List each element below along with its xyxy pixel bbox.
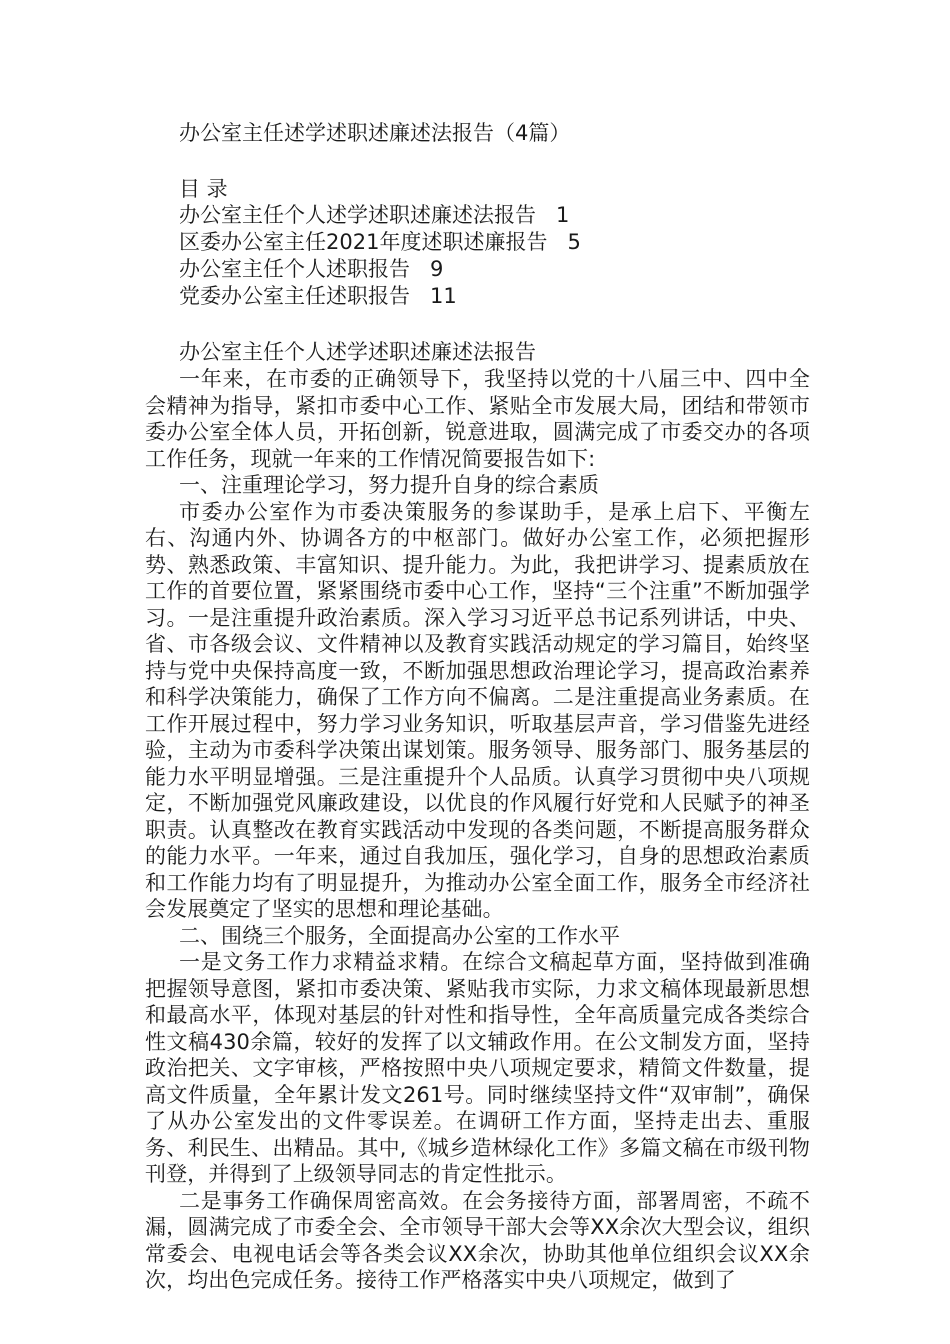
toc-item: [179, 229, 810, 256]
toc-item-label: 办公室主任个人述职报告: [179, 257, 410, 281]
subsection-heading: 一、注重理论学习，努力提升自身的综合素质: [179, 473, 599, 497]
toc-item-label: 区委办公室主任2021年度述职述廉报告: [179, 230, 548, 254]
toc-item-page: 9: [430, 257, 444, 281]
subsection-heading: 二、围绕三个服务，全面提高办公室的工作水平: [179, 923, 620, 948]
toc-item-label: 办公室主任个人述学述职述廉述法报告: [179, 203, 536, 227]
document-page: [145, 118, 810, 1294]
toc-item: [179, 283, 810, 310]
toc-item: [179, 202, 810, 229]
section-title: 办公室主任个人述学述职述廉述法报告: [179, 340, 536, 364]
toc-item-page: 1: [556, 203, 570, 227]
toc-heading: 目 录: [179, 177, 228, 201]
toc-item-label: 党委办公室主任述职报告: [179, 284, 410, 308]
document-title: 办公室主任述学述职述廉述法报告（4篇）: [179, 121, 571, 145]
body-paragraph: 一是文务工作力求精益求精。在综合文稿起草方面，坚持做到准确把握领导意图，紧扣市委决策、紧贴我市实际，力求文稿体现最新思想和最高水平，体现对基层的针对性和指导性，全年高质量完成各类综合性文稿430余篇，较好的发挥了以文辅政作用。在公文制发方面，坚持政治把关、文字审核，严格按照中央八项规定要求，精简文件数量，提高文件质量，全年累计发文261号。同时继续坚持文件“双审制”，确保了从办公室发出的文件零误差。在调研工作方面，坚持走出去、重服务、利民生、出精品。其中,《城乡造林绿化工作》多篇文稿在市级刊物刊登，并得到了上级领导同志的肯定性批示。: [145, 950, 810, 1186]
toc-item-page: 5: [567, 230, 581, 254]
body-paragraph: 二是事务工作确保周密高效。在会务接待方面，部署周密，不疏不漏，圆满完成了市委全会、全市领导干部大会等XX余次大型会议，组织常委会、电视电话会等各类会议XX余次，协助其他单位组织会议XX余次，均出色完成任务。接待工作严格落实中央八项规定，做到了: [145, 1188, 810, 1292]
toc-item-page: 11: [430, 284, 457, 308]
table-of-contents: [145, 176, 810, 310]
body-paragraph: 市委办公室作为市委决策服务的参谋助手，是承上启下、平衡左右、沟通内外、协调各方的中枢部门。做好办公室工作，必须把握形势、熟悉政策、丰富知识、提升能力。为此，我把讲学习、提素质放在工作的首要位置，紧紧围绕市委中心工作，坚持“三个注重”不断加强学习。一是注重提升政治素质。深入学习习近平总书记系列讲话，中央、省、市各级会议、文件精神以及教育实践活动规定的学习篇目，始终坚持与党中央保持高度一致，不断加强思想政治理论学习，提高政治素养和科学决策能力，确保了工作方向不偏离。二是注重提高业务素质。在工作开展过程中，努力学习业务知识，听取基层声音，学习借鉴先进经验，主动为市委科学决策出谋划策。服务领导、服务部门、服务基层的能力水平明显增强。三是注重提升个人品质。认真学习贯彻中央八项规定，不断加强党风廉政建设，以优良的作风履行好党和人民赋予的神圣职责。认真整改在教育实践活动中发现的各类问题，不断提高服务群众的能力水平。一年来，通过自我加压，强化学习，自身的思想政治素质和工作能力均有了明显提升，为推动办公室全面工作，服务全市经济社会发展奠定了坚实的思想和理论基础。: [145, 499, 810, 921]
body-paragraph: 一年来，在市委的正确领导下，我坚持以党的十八届三中、四中全会精神为指导，紧扣市委中心工作、紧贴全市发展大局，团结和带领市委办公室全体人员，开拓创新，锐意进取，圆满完成了市委交办的各项工作任务，现就一年来的工作情况简要报告如下:: [145, 367, 810, 471]
toc-item: [179, 256, 810, 283]
